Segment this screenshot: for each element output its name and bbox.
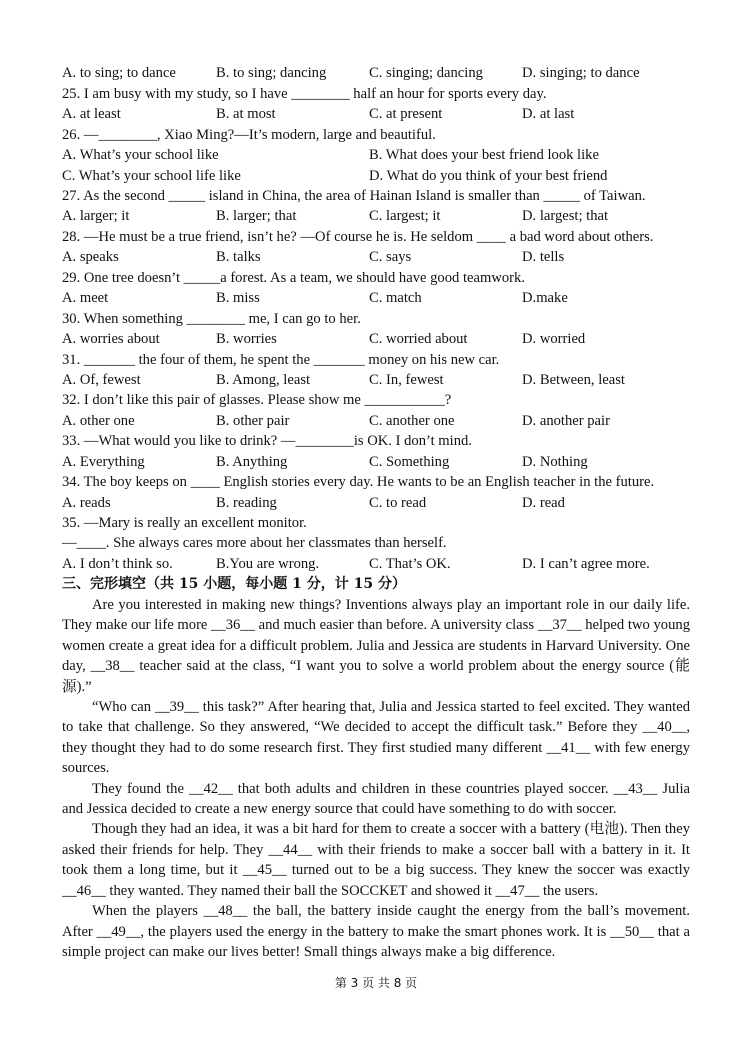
- option-a: A. What’s your school like: [62, 147, 219, 163]
- question-stem: 26. —________, Xiao Ming?—It’s modern, large and beautiful.: [62, 127, 436, 143]
- question-stem: 34. The boy keeps on ____ English stories every day. He wants to be an English teacher in the future.: [62, 474, 655, 490]
- question-stem-continued: —____. She always cares more about her classmates than herself.: [62, 535, 447, 551]
- option-a: A. I don’t think so.: [62, 556, 173, 572]
- option-b: B. reading: [216, 495, 277, 511]
- option-d: D. worried: [522, 331, 586, 347]
- question-stem: 29. One tree doesn’t _____a forest. As a team, we should have good teamwork.: [62, 270, 525, 286]
- option-c: C. In, fewest: [369, 372, 444, 388]
- option-d: D. read: [522, 495, 565, 511]
- option-a: A. larger; it: [62, 208, 130, 224]
- option-d: D.make: [522, 290, 568, 306]
- option-b: B. What does your best friend look like: [369, 147, 599, 163]
- option-d: D. singing; to dance: [522, 65, 640, 81]
- option-d: D. Between, least: [522, 372, 625, 388]
- option-c: C. That’s OK.: [369, 556, 451, 572]
- option-d: D. largest; that: [522, 208, 609, 224]
- question-stem: 28. —He must be a true friend, isn’t he? —Of course he is. He seldom ____ a bad word about others.: [62, 229, 654, 245]
- passage-paragraph: “Who can __39__ this task?” After hearing that, Julia and Jessica started to feel excited. They wanted to take that challenge. So they answered, “We decided to accept the difficult task.” Before they __40__, they thought they had to do some research first. They first studied many different __41__ with few energy sources.: [62, 699, 690, 777]
- option-c: C. to read: [369, 495, 427, 511]
- option-c: C. at present: [369, 106, 443, 122]
- question-stem: 35. —Mary is really an excellent monitor.: [62, 515, 307, 531]
- option-a: A. to sing; to dance: [62, 65, 176, 81]
- question-stem: 33. —What would you like to drink? —________is OK. I don’t mind.: [62, 433, 472, 449]
- passage-paragraph: Are you interested in making new things? Inventions always play an important role in our daily life. They make our life more __36__ and much easier than before. A university class __37__ helped two young women create a great idea for a difficult problem. Julia and Jessica are students in Harvard University. One day, __38__ teacher said at the class, “I want you to solve a world problem about the energy source (能源).”: [62, 597, 690, 695]
- option-b: B. to sing; dancing: [216, 65, 327, 81]
- option-b: B. worries: [216, 331, 277, 347]
- cloze-passage: [62, 595, 690, 962]
- section-title: 三、完形填空（共 15 小题，每小题 1 分，计 15 分）: [62, 576, 406, 592]
- option-b: B. at most: [216, 106, 276, 122]
- option-a: A. Everything: [62, 454, 145, 470]
- question-stem: 25. I am busy with my study, so I have ________ half an hour for sports every day.: [62, 86, 547, 102]
- option-a: A. worries about: [62, 331, 160, 347]
- option-a: A. speaks: [62, 249, 119, 265]
- option-c: C. worried about: [369, 331, 468, 347]
- option-d: D. tells: [522, 249, 565, 265]
- option-d: D. I can’t agree more.: [522, 556, 650, 572]
- option-a: A. reads: [62, 495, 111, 511]
- option-c: C. What’s your school life like: [62, 168, 241, 184]
- option-a: A. other one: [62, 413, 135, 429]
- option-a: A. at least: [62, 106, 121, 122]
- option-a: A. meet: [62, 290, 109, 306]
- option-b: B. Anything: [216, 454, 288, 470]
- option-a: A. Of, fewest: [62, 372, 141, 388]
- option-c: C. Something: [369, 454, 450, 470]
- option-c: C. another one: [369, 413, 455, 429]
- option-d: D. at last: [522, 106, 575, 122]
- option-c: C. says: [369, 249, 412, 265]
- page-number: 第 3 页 共 8 页: [334, 976, 418, 990]
- option-c: C. match: [369, 290, 422, 306]
- question-stem: 27. As the second _____ island in China, the area of Hainan Island is smaller than _____ of Taiwan.: [62, 188, 646, 204]
- option-b: B. larger; that: [216, 208, 297, 224]
- option-b: B. talks: [216, 249, 261, 265]
- option-d: D. another pair: [522, 413, 610, 429]
- option-b: B. Among, least: [216, 372, 311, 388]
- option-b: B. other pair: [216, 413, 290, 429]
- passage-paragraph: Though they had an idea, it was a bit hard for them to create a soccer with a battery (电池). Then they asked their friends for help. They __44__ with their friends to make a soccer ball with a battery in it. It took them a long time, but it __45__ turned out to be a big success. They knew the soccer was exactly __46__ they wanted. They named their ball the SOCCKET and showed it __47__ the users.: [62, 821, 690, 899]
- option-b: B.You are wrong.: [216, 556, 320, 572]
- question-stem: 30. When something ________ me, I can go to her.: [62, 311, 361, 327]
- option-c: C. largest; it: [369, 208, 441, 224]
- option-d: D. What do you think of your best friend: [369, 168, 608, 184]
- option-b: B. miss: [216, 290, 260, 306]
- question-stem: 32. I don’t like this pair of glasses. Please show me ___________?: [62, 392, 452, 408]
- option-d: D. Nothing: [522, 454, 588, 470]
- passage-paragraph: When the players __48__ the ball, the battery inside caught the energy from the ball’s movement. After __49__, the players used the energy in the battery to make the smart phones work. It is __50__ that a simple project can make our lives better! Small things always make a big difference.: [62, 903, 690, 960]
- question-stem: 31. _______ the four of them, he spent the _______ money on his new car.: [62, 352, 500, 368]
- option-c: C. singing; dancing: [369, 65, 483, 81]
- passage-paragraph: They found the __42__ that both adults and children in these countries played soccer. __43__ Julia and Jessica decided to create a new energy source that could have something to do with soccer.: [62, 780, 690, 818]
